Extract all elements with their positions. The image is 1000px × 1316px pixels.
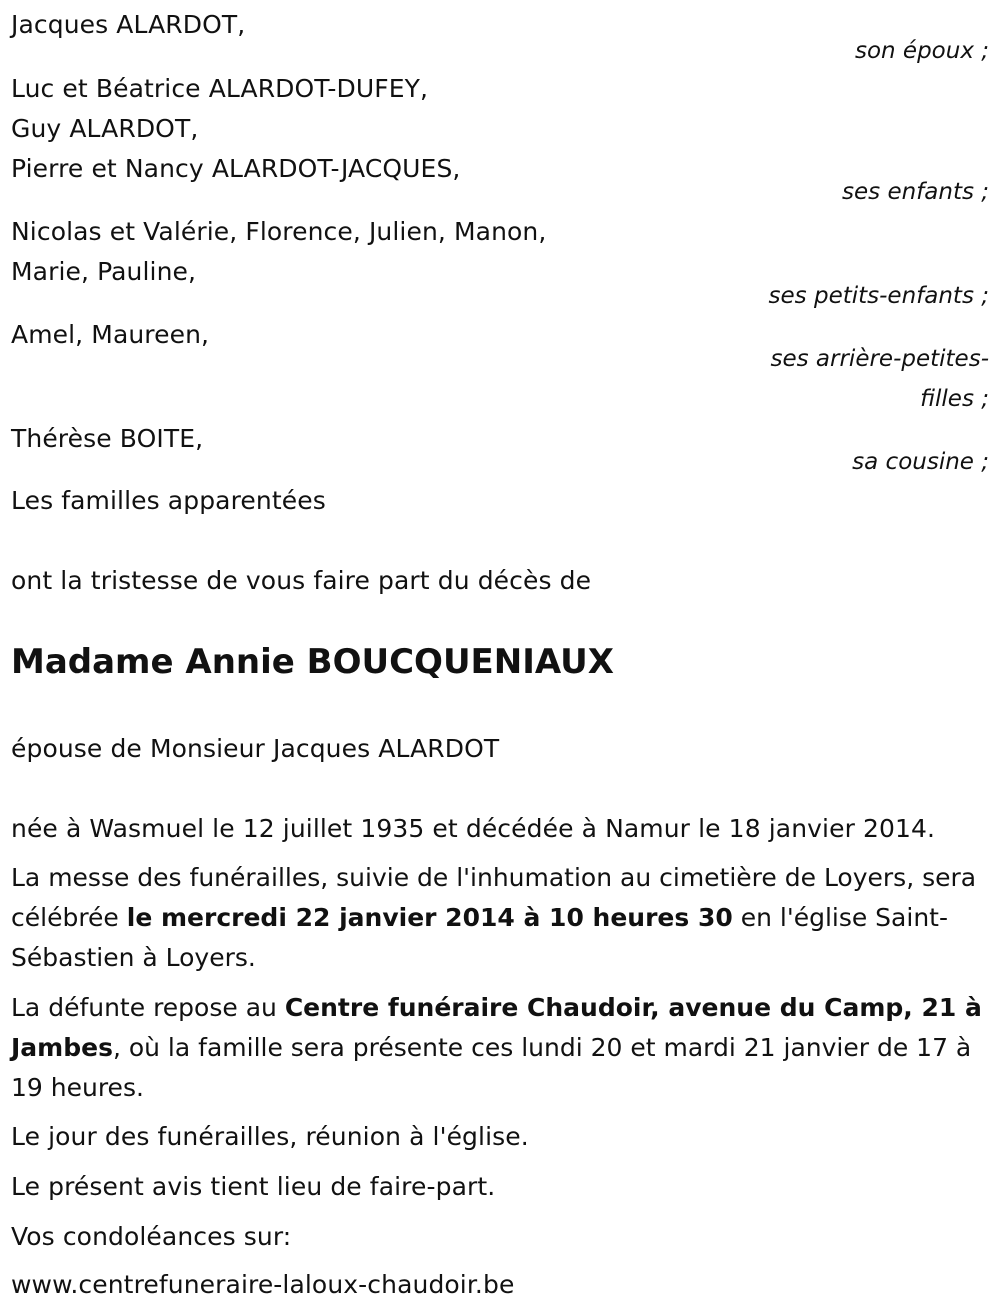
cousin-name: Thérèse BOITE, <box>11 424 204 453</box>
funeral-intro: La messe des funérailles, suivie de l'inhumation au cimetière de Loyers, sera célébrée <box>11 863 977 932</box>
grandchildren-relation: ses petits-enfants ; <box>768 283 989 309</box>
condolences-label: Vos condoléances sur: <box>11 1222 292 1251</box>
spouse-relation: son époux ; <box>854 38 989 64</box>
great-grandchildren: Amel, Maureen, <box>11 320 210 349</box>
condolences-website: www.centrefuneraire-laloux-chaudoir.be <box>11 1270 515 1299</box>
great-grandchildren-relation-2: filles ; <box>920 386 989 412</box>
repose-intro: La défunte repose au <box>11 993 285 1022</box>
repose-place: Centre funéraire Chaudoir, avenue du Camp, 21 à Jambes <box>11 993 982 1062</box>
obituary-notice <box>11 0 991 1316</box>
deceased-name: Madame Annie BOUCQUENIAUX <box>11 642 614 682</box>
great-grandchildren-relation-1: ses arrière-petites- <box>770 346 989 372</box>
spouse-name: Jacques ALARDOT, <box>11 10 246 39</box>
child-line-3: Pierre et Nancy ALARDOT-JACQUES, <box>11 154 461 183</box>
birth-death: née à Wasmuel le 12 juillet 1935 et décédée à Namur le 18 janvier 2014. <box>11 814 936 843</box>
repose-paragraph <box>11 988 986 1108</box>
repose-outro: , où la famille sera présente ces lundi 20 et mardi 21 janvier de 17 à 19 heures. <box>11 1033 972 1102</box>
grandchild-line-2: Marie, Pauline, <box>11 257 197 286</box>
related-families: Les familles apparentées <box>11 486 326 515</box>
funeral-paragraph <box>11 858 986 978</box>
funeral-datetime: le mercredi 22 janvier 2014 à 10 heures 30 <box>126 903 733 932</box>
meeting: Le jour des funérailles, réunion à l'église. <box>11 1122 529 1151</box>
funeral-outro: en l'église Saint-Sébastien à Loyers. <box>11 903 948 972</box>
children-relation: ses enfants ; <box>842 179 989 205</box>
cousin-relation: sa cousine ; <box>852 449 989 475</box>
spouse-of: épouse de Monsieur Jacques ALARDOT <box>11 734 500 763</box>
announcement: ont la tristesse de vous faire part du décès de <box>11 566 592 595</box>
grandchild-line-1: Nicolas et Valérie, Florence, Julien, Manon, <box>11 217 547 246</box>
child-line-2: Guy ALARDOT, <box>11 114 199 143</box>
child-line-1: Luc et Béatrice ALARDOT-DUFEY, <box>11 74 429 103</box>
notice: Le présent avis tient lieu de faire-part. <box>11 1172 496 1201</box>
